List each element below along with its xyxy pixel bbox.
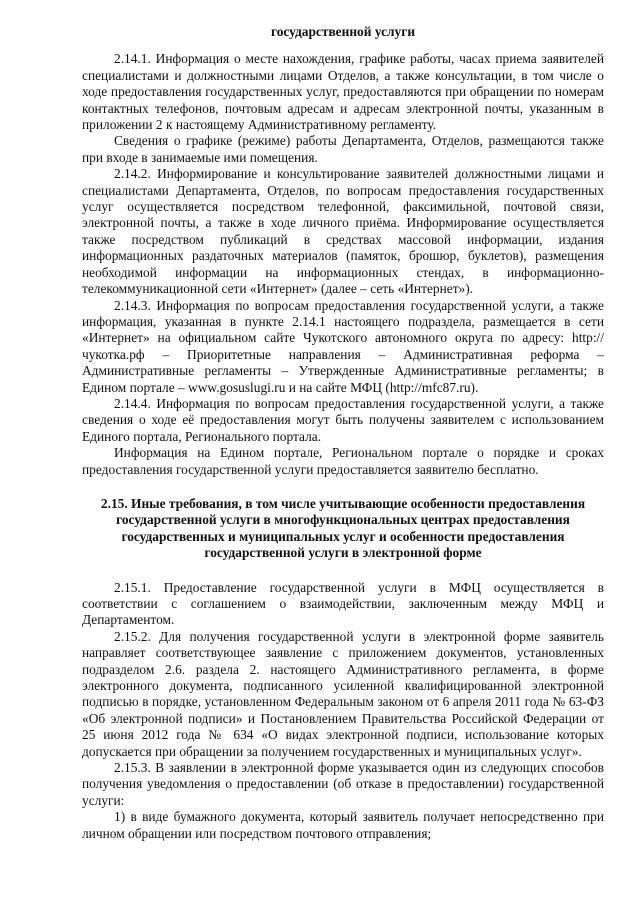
section-2-14-body	[82, 51, 604, 478]
section-heading-line-2: государственной услуги в многофункциональных центрах предоставления	[116, 512, 570, 528]
paragraph-2-15-3: 2.15.3. В заявлении в электронной форме указывается один из следующих способов получения уведомления о предоставлении (об отказе в предоставлении) государственной услуги:	[82, 760, 604, 808]
section-2-15-heading	[82, 496, 604, 562]
section-2-15-body	[82, 580, 604, 843]
list-item-1: 1) в виде бумажного документа, который заявитель получает непосредственно при личном обращении или посредством почтового отправления;	[82, 809, 604, 841]
section-heading-line-1: 2.15. Иные требования, в том числе учитывающие особенности предоставления	[100, 495, 586, 511]
section-heading-line-4: государственной услуги в электронной форме	[204, 545, 482, 561]
paragraph-schedule-info: Сведения о графике (режиме) работы Департамента, Отделов, размещаются также при входе в занимаемые ими помещения.	[82, 133, 604, 165]
paragraph-2-14-2: 2.14.2. Информирование и консультирование заявителей должностными лицами и специалистами Департамента, Отделов, по вопросам предоставления государственных услуг осуществляется посредством телефонной, факсимильной, почтовой связи, электронной почты, а также в ходе личного приёма. Информирование осуществляется также посредством публикаций в средствах массовой информации, издания информационных раздаточных материалов (памяток, брошюр, буклетов), размещения необходимой информации на информационных стендах, в информационно-телекоммуникационной сети «Интернет» (далее – сеть «Интернет»).	[82, 166, 604, 297]
section-heading-line-3: государственных и муниципальных услуг и особенности предоставления	[121, 528, 565, 544]
paragraph-2-14-3: 2.14.3. Информация по вопросам предоставления государственной услуги, а также информация, указанная в пункте 2.14.1 настоящего подраздела, размещается в сети «Интернет» на официальном сайте Чукотского автономного округа по адресу: http://чукотка.рф – Приоритетные направления – Административная реформа – Административные регламенты – Утвержденные Административные регламенты; в Едином портале – www.gosuslugi.ru и на сайте МФЦ (http://mfc87.ru).	[82, 297, 604, 395]
paragraph-2-15-2: 2.15.2. Для получения государственной услуги в электронной форме заявитель направляет соответствующее заявление с приложением документов, установленных подразделом 2.6. раздела 2. настоящего Административного регламента, в форме электронного документа, подписанного усиленной квалифицированной электронной подписью в порядке, установленном Федеральным законом от 6 апреля 2011 года № 63-ФЗ «Об электронной подписи» и Постановлением Правительства Российской Федерации от 25 июня 2012 года № 634 «О видах электронной подписи, использование которых допускается при обращении за получением государственных и муниципальных услуг».	[82, 628, 604, 759]
paragraph-portal-info: Информация на Едином портале, Региональном портале о порядке и сроках предоставления государственной услуги предоставляется заявителю бесплатно.	[82, 445, 604, 477]
paragraph-2-14-4: 2.14.4. Информация по вопросам предоставления государственной услуги, а также сведения о ходе её предоставления могут быть получены заявителем с использованием Единого портала, Регионального портала.	[82, 395, 604, 444]
paragraph-2-14-1: 2.14.1. Информация о месте нахождения, графике работы, часах приема заявителей специалистами и должностными лицами Отделов, а также консультации, в том числе о ходе предоставления государственных услуг, предоставляются при обращении по номерам контактных телефонов, почтовым адресам и адресам электронной почты, указанным в приложении 2 к настоящему Административному регламенту.	[82, 51, 604, 133]
page-top-heading: государственной услуги	[270, 24, 416, 39]
paragraph-2-15-1: 2.15.1. Предоставление государственной услуги в МФЦ осуществляется в соответствии с соглашением о взаимодействии, заключенным между МФЦ и Департаментом.	[82, 579, 604, 628]
